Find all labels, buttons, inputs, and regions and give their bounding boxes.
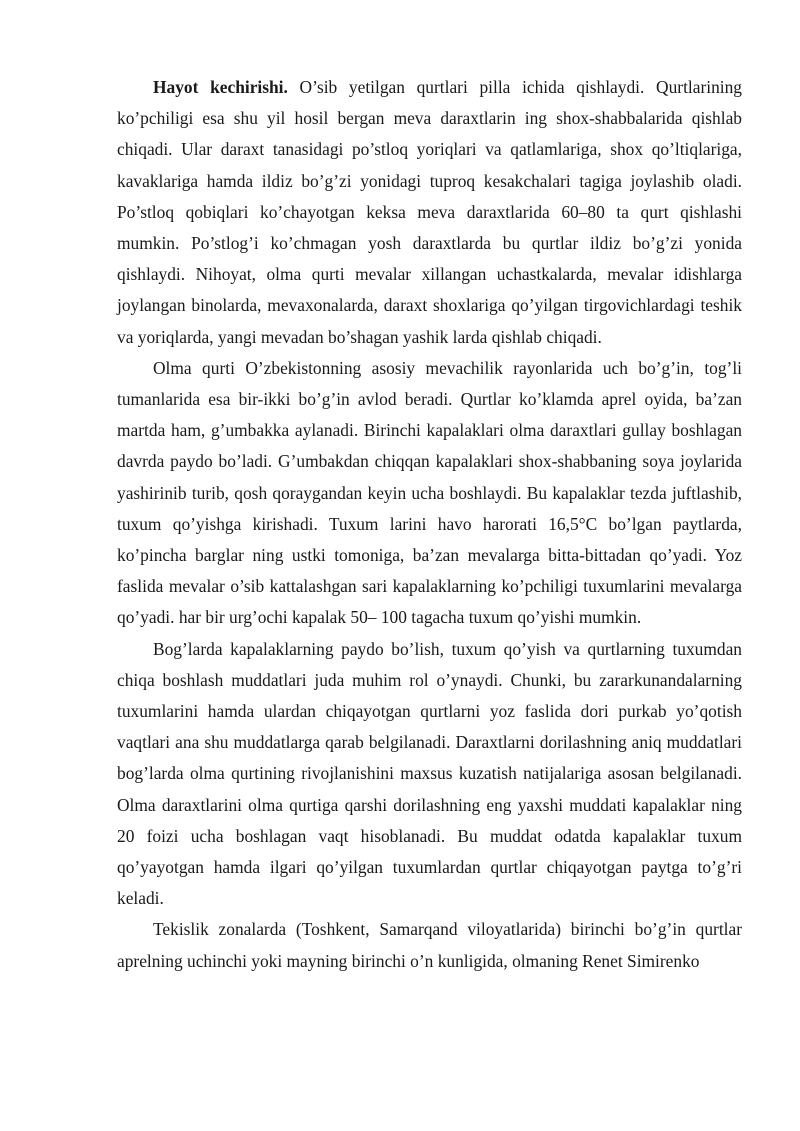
paragraph-text: O’sib yetilgan qurtlari pilla ichida qishlaydi. Qurtlarining ko’pchiligi esa shu yil hosil bergan meva daraxtlarin ing shox-shabbalarida qishlab chiqadi. Ular daraxt tanasidagi po’stloq yoriqlari va qatlamlariga, shox qo’ltiqlariga, kavaklariga hamda ildiz bo’g’zi yonidagi tuproq kesakchalari tagiga joylashib oladi. Po’stloq qobiqlari ko’chayotgan keksa meva daraxtlarida 60–80 ta qurt qishlashi mumkin. Po’stlog’i ko’chmagan yosh daraxtlarda bu qurtlar ildiz bo’g’zi yonida qishlaydi. Nihoyat, olma qurti mevalar xillangan uchastkalarda, mevalar idishlarga joylangan binolarda, mevaxonalarda, daraxt shoxlariga qo’yilgan tirgovichlardagi teshik va yoriqlarda, yangi mevadan bo’shagan yashik larda qishlab chiqadi.: [117, 77, 742, 347]
paragraph-text: Bog’larda kapalaklarning paydo bo’lish, tuxum qo’yish va qurtlarning tuxumdan chiqa boshlash muddatlari juda muhim rol o’ynaydi. Chunki, bu zararkunandalarning tuxumlarini hamda ulardan chiqayotgan qurtlarni yoz faslida dori purkab yo’qotish vaqtlari ana shu muddatlarga qarab belgilanadi. Daraxtlarni dorilashning aniq muddatlari bog’larda olma qurtining rivojlanishini maxsus kuzatish natijalariga asosan belgilanadi. Olma daraxtlarini olma qurtiga qarshi dorilashning eng yaxshi muddati kapalaklar ning 20 foizi ucha boshlagan vaqt hisoblanadi. Bu muddat odatda kapalaklar tuxum qo’yayotgan hamda ilgari qo’yilgan tuxumlardan qurtlar chiqayotgan paytga to’g’ri keladi.: [117, 638, 742, 909]
paragraph-lead-heading: Hayot kechirishi.: [153, 77, 288, 97]
paragraph-avlod: [117, 353, 742, 634]
document-page: [117, 72, 742, 977]
paragraph-hayot-kechirishi: [117, 72, 742, 353]
paragraph-text: Tekislik zonalarda (Toshkent, Samarqand viloyatlarida) birinchi bo’g’in qurtlar aprelning uchinchi yoki mayning birinchi o’n kunligida, olmaning Renet Simirenko: [117, 919, 742, 971]
paragraph-text: Olma qurti O’zbekistonning asosiy mevachilik rayonlarida uch bo’g’in, tog’li tumanlarida esa bir-ikki bo’g’in avlod beradi. Qurtlar ko’klamda aprel oyida, ba’zan martda ham, g’umbakka aylanadi. Birinchi kapalaklari olma daraxtlari gullay boshlagan davrda paydo bo’ladi. G’umbakdan chiqqan kapalaklari shox-shabbaning soya joylarida yashirinib turib, qosh qoraygandan keyin ucha boshlaydi. Bu kapalaklar tezda juftlashib, tuxum qo’yishga kirishadi. Tuxum larini havo harorati 16,5°C bo’lgan paytlarda, ko’pincha barglar ning ustki tomoniga, ba’zan mevalarga bitta-bittadan qo’yadi. Yoz faslida mevalar o’sib kattalashgan sari kapalaklarning ko’pchiligi tuxumlarini mevalarga qo’yadi. har bir urg’ochi kapalak 50– 100 tagacha tuxum qo’yishi mumkin.: [117, 357, 742, 628]
paragraph-tekislik: [117, 914, 742, 976]
paragraph-muddatlar: [117, 634, 742, 915]
